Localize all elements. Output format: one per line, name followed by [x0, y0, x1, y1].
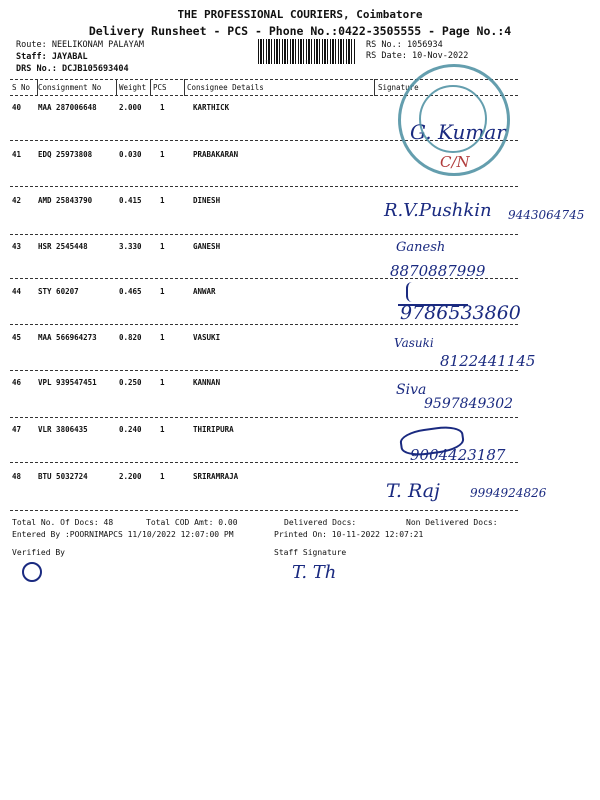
printed-on: Printed On: 10-11-2022 12:07:21 — [274, 530, 424, 539]
row-pcs: 1 — [160, 150, 165, 159]
signature-mark: T. Raj — [386, 480, 440, 502]
staff-label: Staff: JAYABAL — [16, 52, 88, 62]
row-consignment: HSR 2545448 — [38, 242, 88, 251]
row-sno: 43 — [12, 242, 22, 251]
row-sno: 44 — [12, 287, 22, 296]
col-weight: Weight — [119, 83, 147, 92]
total-docs: Total No. Of Docs: 48 — [12, 518, 114, 527]
col-pcs: PCS — [153, 83, 167, 92]
row-weight: 0.820 — [119, 333, 142, 342]
row-weight: 0.240 — [119, 425, 142, 434]
row-sno: 47 — [12, 425, 22, 434]
row-consignment: EDQ 25973808 — [38, 150, 93, 159]
rs-number: RS No.: 1056934 — [366, 40, 443, 50]
signature-mark: Vasuki — [394, 336, 434, 350]
signature-stroke — [406, 282, 422, 302]
drs-number: DRS No.: DCJB105693404 — [16, 64, 129, 74]
phone-handwritten: 9994924826 — [470, 486, 547, 500]
row-pcs: 1 — [160, 425, 165, 434]
row-sno: 48 — [12, 472, 22, 481]
total-cod: Total COD Amt: 0.00 — [146, 518, 238, 527]
phone-handwritten: 8870887999 — [390, 262, 486, 280]
row-consignment: AMD 25843790 — [38, 196, 93, 205]
company-title: THE PROFESSIONAL COURIERS, Coimbatore — [177, 8, 423, 21]
row-consignee: SRIRAMRAJA — [193, 472, 239, 481]
row-consignment: MAA 287006648 — [38, 103, 97, 112]
phone-handwritten: 9597849302 — [424, 396, 514, 412]
row-weight: 0.030 — [119, 150, 142, 159]
row-weight: 0.250 — [119, 378, 142, 387]
col-consignment: Consignment No — [38, 83, 102, 92]
row-consignee: VASUKI — [193, 333, 221, 342]
row-consignment: VLR 3806435 — [38, 425, 88, 434]
row-consignee: KANNAN — [193, 378, 221, 387]
row-pcs: 1 — [160, 196, 165, 205]
non-delivered-docs: Non Delivered Docs: — [406, 518, 498, 527]
row-weight: 2.000 — [119, 103, 142, 112]
phone-handwritten: 9443064745 — [508, 208, 585, 222]
row-consignee: KARTHICK — [193, 103, 230, 112]
rs-date: RS Date: 10-Nov-2022 — [366, 51, 469, 61]
verifier-initials-icon — [22, 562, 42, 582]
row-consignment: MAA 566964273 — [38, 333, 97, 342]
col-sno: S No — [12, 83, 31, 92]
signature-mark: Siva — [396, 382, 427, 398]
col-signature: Signature — [378, 83, 419, 92]
row-weight: 0.465 — [119, 287, 142, 296]
verified-by-label: Verified By — [12, 548, 65, 557]
row-consignee: DINESH — [193, 196, 221, 205]
row-pcs: 1 — [160, 287, 165, 296]
entered-by: Entered By :POORNIMAPCS 11/10/2022 12:07:00 PM — [12, 530, 234, 539]
row-pcs: 1 — [160, 378, 165, 387]
barcode — [258, 39, 356, 64]
row-pcs: 1 — [160, 242, 165, 251]
phone-handwritten: 8122441145 — [440, 352, 536, 370]
row-consignee: ANWAR — [193, 287, 216, 296]
staff-signature-label: Staff Signature — [274, 548, 347, 557]
row-sno: 42 — [12, 196, 22, 205]
row-weight: 3.330 — [119, 242, 142, 251]
row-consignment: VPL 939547451 — [38, 378, 97, 387]
row-consignment: BTU 5032724 — [38, 472, 88, 481]
row-weight: 0.415 — [119, 196, 142, 205]
signature-mark: G. Kumar — [410, 120, 506, 144]
row-consignee: GANESH — [193, 242, 221, 251]
runsheet-subtitle: Delivery Runsheet - PCS - Phone No.:0422-3505555 - Page No.:4 — [88, 24, 512, 38]
phone-handwritten: 9786533860 — [400, 302, 521, 324]
row-sno: 41 — [12, 150, 22, 159]
staff-signature-mark: T. Th — [292, 562, 337, 583]
phone-handwritten: 9004423187 — [410, 446, 506, 464]
row-pcs: 1 — [160, 472, 165, 481]
row-sno: 40 — [12, 103, 22, 112]
company-stamp-icon — [398, 64, 510, 176]
row-consignment: STY 60207 — [38, 287, 79, 296]
row-pcs: 1 — [160, 103, 165, 112]
row-pcs: 1 — [160, 333, 165, 342]
col-consignee: Consignee Details — [187, 83, 264, 92]
row-sno: 46 — [12, 378, 22, 387]
row-consignee: THIRIPURA — [193, 425, 234, 434]
row-sno: 45 — [12, 333, 22, 342]
signature-mark: Ganesh — [396, 240, 446, 255]
row-weight: 2.200 — [119, 472, 142, 481]
route-label: Route: NEELIKONAM PALAYAM — [16, 40, 144, 50]
row-consignee: PRABAKARAN — [193, 150, 239, 159]
signature-mark: R.V.Pushkin — [384, 200, 492, 221]
delivered-docs: Delivered Docs: — [284, 518, 357, 527]
signature-note: C/N — [440, 153, 470, 171]
